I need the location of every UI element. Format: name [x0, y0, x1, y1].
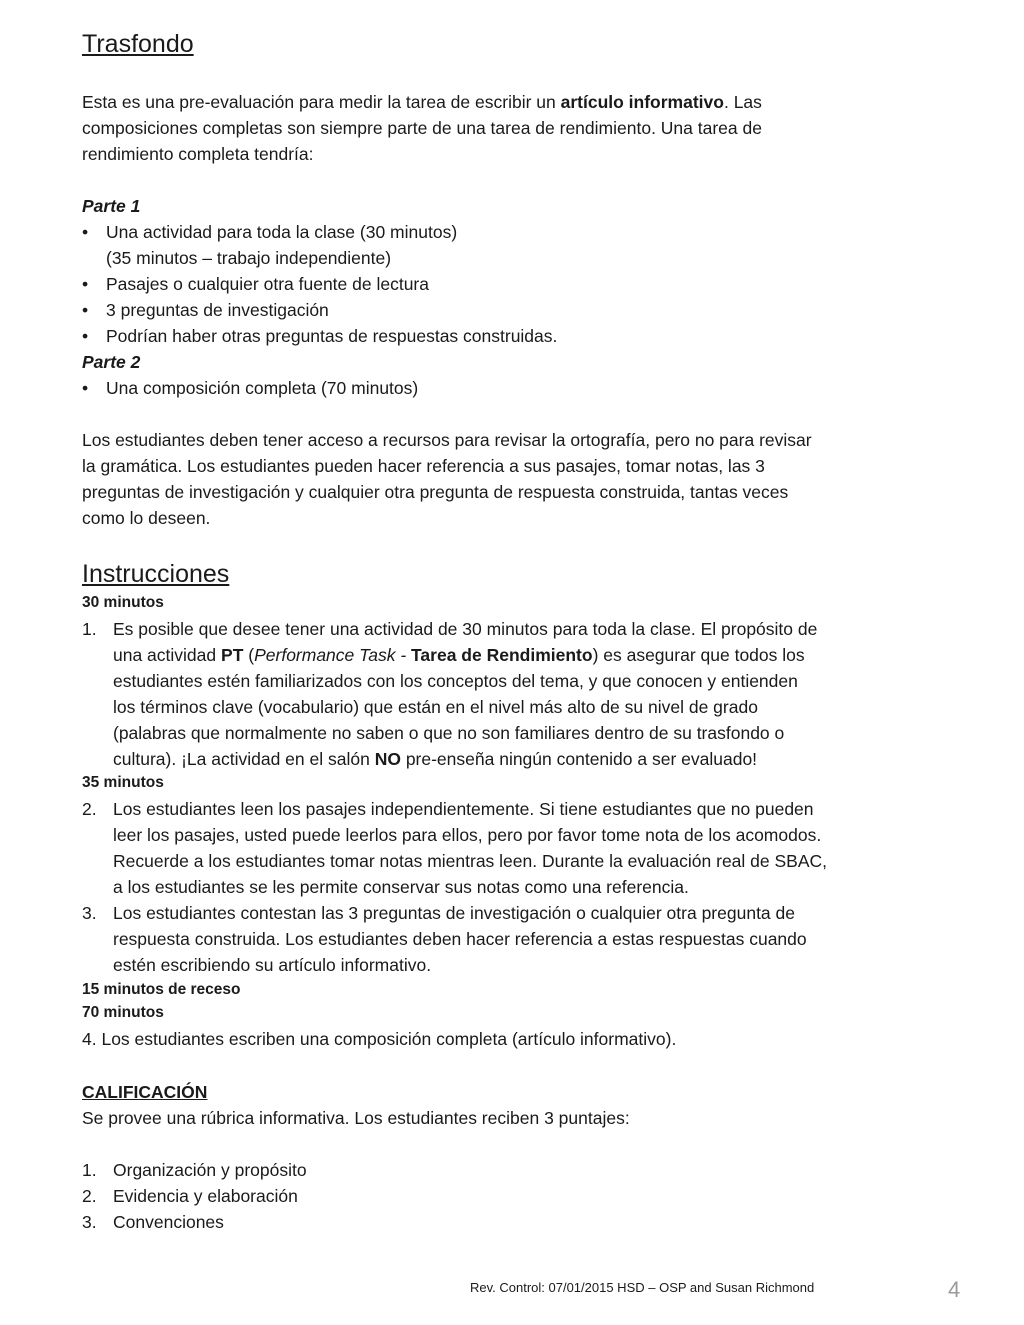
bullet-icon: •: [82, 300, 89, 320]
time-label-30: 30 minutos: [82, 594, 164, 611]
para2-line: Los estudiantes deben tener acceso a recursos para revisar la ortografía, pero no para revisar: [82, 430, 812, 450]
instruction-item-2: 2. Los estudiantes leen los pasajes independientemente. Si tiene estudiantes que no pueden: [82, 799, 814, 819]
bullet-icon: •: [82, 378, 89, 398]
instruction-item-1-line: los términos clave (vocabulario) que están en el nivel más alto de su nivel de grado: [113, 697, 758, 717]
instruction-item-4: 4. Los estudiantes escriben una composición completa (artículo informativo).: [82, 1029, 677, 1049]
instruction-item-3-line: respuesta construida. Los estudiantes deben hacer referencia a estas respuestas cuando: [113, 929, 807, 949]
revision-footer: Rev. Control: 07/01/2015 HSD – OSP and Susan Richmond: [470, 1280, 815, 1295]
bullet-icon: •: [82, 274, 89, 294]
bullet-icon: •: [82, 326, 89, 346]
instruction-item-1-line: cultura). ¡La actividad en el salón NO pre-enseña ningún contenido a ser evaluado!: [113, 749, 758, 769]
instruction-item-2-line: a los estudiantes se les permite conservar sus notas como una referencia.: [113, 877, 689, 897]
para2-line: la gramática. Los estudiantes pueden hacer referencia a sus pasajes, tomar notas, las 3: [82, 456, 765, 476]
para2-line: como lo deseen.: [82, 508, 211, 528]
instruction-item-2-line: Recuerde a los estudiantes tomar notas mientras leen. Durante la evaluación real de SBAC,: [113, 851, 828, 871]
page-number: 4: [948, 1277, 961, 1302]
score-list-item: 2. Evidencia y elaboración: [82, 1186, 298, 1206]
section-title-instrucciones: Instrucciones: [82, 560, 230, 588]
parte2-heading: Parte 2: [82, 352, 141, 372]
time-label-receso: 15 minutos de receso: [82, 981, 241, 998]
instruction-item-1-line: una actividad PT (Performance Task - Tarea de Rendimiento) es asegurar que todos los: [113, 645, 805, 665]
time-label-70: 70 minutos: [82, 1004, 164, 1021]
parte1-heading: Parte 1: [82, 196, 141, 216]
para2-line: preguntas de investigación y cualquier otra pregunta de respuesta construida, tantas veces: [82, 482, 789, 502]
instruction-item-3: 3. Los estudiantes contestan las 3 preguntas de investigación o cualquier otra pregunta de: [82, 903, 795, 923]
intro-line-1: Esta es una pre-evaluación para medir la tarea de escribir un artículo informativo. Las: [82, 92, 762, 112]
bullet-icon: •: [82, 222, 89, 242]
instruction-item-1-line: (palabras que normalmente no saben o que no son familiares dentro de su trasfondo o: [113, 723, 785, 743]
parte1-item: • Pasajes o cualquier otra fuente de lectura: [82, 271, 429, 297]
parte1-item: • Una actividad para toda la clase (30 minutos): [82, 219, 457, 245]
section-title-trasfondo: Trasfondo: [82, 30, 194, 58]
instruction-item-3-line: estén escribiendo su artículo informativo.: [113, 955, 432, 975]
instruction-item-1: 1. Es posible que desee tener una actividad de 30 minutos para toda la clase. El propósito de: [82, 619, 818, 639]
section-title-calificacion: CALIFICACIÓN: [82, 1082, 208, 1102]
score-list-item: 3. Convenciones: [82, 1212, 224, 1232]
score-list-item: 1. Organización y propósito: [82, 1160, 307, 1180]
instruction-item-2-line: leer los pasajes, usted puede leerlos para ellos, pero por favor tome nota de los acomodos.: [113, 825, 822, 845]
parte1-item: • Podrían haber otras preguntas de respuestas construidas.: [82, 323, 557, 349]
intro-line-2: composiciones completas son siempre parte de una tarea de rendimiento. Una tarea de: [82, 118, 762, 138]
intro-line-3: rendimiento completa tendría:: [82, 144, 314, 164]
parte1-item: • 3 preguntas de investigación: [82, 297, 329, 323]
instruction-item-1-line: estudiantes estén familiarizados con los conceptos del tema, y que conocen y entienden: [113, 671, 798, 691]
parte1-item-continuation: (35 minutos – trabajo independiente): [106, 248, 392, 268]
calificacion-intro: Se provee una rúbrica informativa. Los estudiantes reciben 3 puntajes:: [82, 1108, 630, 1128]
time-label-35: 35 minutos: [82, 774, 164, 791]
parte2-item: • Una composición completa (70 minutos): [82, 375, 418, 401]
